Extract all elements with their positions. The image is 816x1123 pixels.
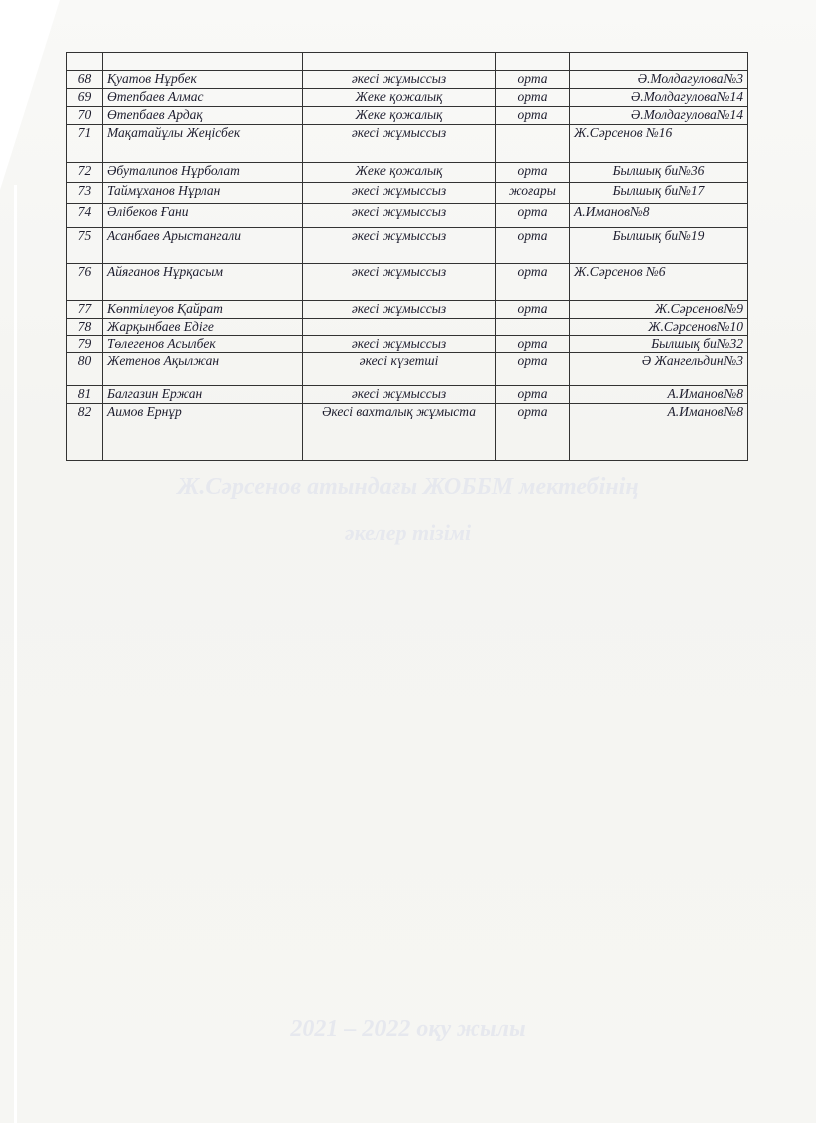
school-name: Былшық би№17 bbox=[570, 183, 748, 204]
row-number: 82 bbox=[67, 404, 103, 461]
father-name: Аимов Ернұр bbox=[103, 404, 303, 461]
father-name: Жетенов Ақылжан bbox=[103, 353, 303, 386]
row-number: 80 bbox=[67, 353, 103, 386]
work-status: әкесі жұмыссыз bbox=[303, 386, 496, 404]
school-name bbox=[570, 53, 748, 71]
work-status bbox=[303, 319, 496, 336]
father-name: Қуатов Нұрбек bbox=[103, 71, 303, 89]
father-name: Өтепбаев Алмас bbox=[103, 89, 303, 107]
work-status: әкесі күзетші bbox=[303, 353, 496, 386]
row-number: 74 bbox=[67, 204, 103, 228]
father-name: Көптілеуов Қайрат bbox=[103, 301, 303, 319]
school-name: Ә.Молдагулова№14 bbox=[570, 89, 748, 107]
table-row bbox=[67, 228, 748, 264]
work-status: әкесі жұмыссыз bbox=[303, 71, 496, 89]
table-row bbox=[67, 336, 748, 353]
school-name: Ә.Молдагулова№14 bbox=[570, 107, 748, 125]
table-row bbox=[67, 404, 748, 461]
table-row bbox=[67, 107, 748, 125]
school-name: Былшық би№32 bbox=[570, 336, 748, 353]
education-level: орта bbox=[496, 228, 570, 264]
school-name: Ж.Сәрсенов №6 bbox=[570, 264, 748, 301]
table-row bbox=[67, 386, 748, 404]
table-row bbox=[67, 353, 748, 386]
table-row bbox=[67, 264, 748, 301]
education-level bbox=[496, 319, 570, 336]
education-level bbox=[496, 53, 570, 71]
father-name: Әбуталипов Нұрболат bbox=[103, 163, 303, 183]
work-status: әкесі жұмыссыз bbox=[303, 125, 496, 163]
row-number: 70 bbox=[67, 107, 103, 125]
father-name: Балгазин Ержан bbox=[103, 386, 303, 404]
table-row bbox=[67, 204, 748, 228]
school-name: Былшық би№19 bbox=[570, 228, 748, 264]
row-number: 79 bbox=[67, 336, 103, 353]
school-name: А.Иманов№8 bbox=[570, 386, 748, 404]
school-name: Ә.Молдагулова№3 bbox=[570, 71, 748, 89]
row-number: 72 bbox=[67, 163, 103, 183]
background-subtitle-line: әкелер тізімі bbox=[344, 520, 472, 545]
work-status: әкесі жұмыссыз bbox=[303, 228, 496, 264]
row-number: 73 bbox=[67, 183, 103, 204]
row-number: 76 bbox=[67, 264, 103, 301]
row-number: 77 bbox=[67, 301, 103, 319]
row-number: 75 bbox=[67, 228, 103, 264]
table-row bbox=[67, 163, 748, 183]
row-number: 81 bbox=[67, 386, 103, 404]
row-number: 69 bbox=[67, 89, 103, 107]
education-level: орта bbox=[496, 301, 570, 319]
row-number: 71 bbox=[67, 125, 103, 163]
father-name: Мақатайұлы Жеңісбек bbox=[103, 125, 303, 163]
table-row bbox=[67, 71, 748, 89]
table-row bbox=[67, 125, 748, 163]
education-level: орта bbox=[496, 71, 570, 89]
father-name: Таймұханов Нұрлан bbox=[103, 183, 303, 204]
father-name: Өтепбаев Ардақ bbox=[103, 107, 303, 125]
work-status: Жеке қожалық bbox=[303, 89, 496, 107]
work-status: әкесі жұмыссыз bbox=[303, 301, 496, 319]
work-status: әкесі жұмыссыз bbox=[303, 264, 496, 301]
parents-list-table bbox=[66, 52, 748, 461]
page-corner-fold bbox=[0, 0, 60, 190]
background-title-line: Ж.Сәрсенов атындағы ЖОББМ мектебінің bbox=[177, 474, 639, 500]
father-name: Жарқынбаев Едіге bbox=[103, 319, 303, 336]
education-level: орта bbox=[496, 336, 570, 353]
work-status: Жеке қожалық bbox=[303, 107, 496, 125]
school-name: Ә Жангельдин№3 bbox=[570, 353, 748, 386]
school-name: А.Иманов№8 bbox=[570, 204, 748, 228]
education-level: орта bbox=[496, 264, 570, 301]
table-row bbox=[67, 89, 748, 107]
table-row bbox=[67, 183, 748, 204]
row-number bbox=[67, 53, 103, 71]
page-edge bbox=[14, 185, 17, 1123]
background-year-line: 2021 – 2022 оқу жылы bbox=[290, 1016, 526, 1042]
education-level: орта bbox=[496, 107, 570, 125]
father-name: Әлібеков Ғани bbox=[103, 204, 303, 228]
row-number: 68 bbox=[67, 71, 103, 89]
education-level: орта bbox=[496, 386, 570, 404]
education-level bbox=[496, 125, 570, 163]
education-level: орта bbox=[496, 204, 570, 228]
table-row bbox=[67, 301, 748, 319]
work-status bbox=[303, 53, 496, 71]
father-name bbox=[103, 53, 303, 71]
school-name: Былшық би№36 bbox=[570, 163, 748, 183]
education-level: орта bbox=[496, 89, 570, 107]
work-status: әкесі жұмыссыз bbox=[303, 336, 496, 353]
work-status: әкесі жұмыссыз bbox=[303, 183, 496, 204]
father-name: Айяганов Нұрқасым bbox=[103, 264, 303, 301]
education-level: орта bbox=[496, 404, 570, 461]
school-name: Ж.Сәрсенов№9 bbox=[570, 301, 748, 319]
education-level: орта bbox=[496, 353, 570, 386]
work-status: Жеке қожалық bbox=[303, 163, 496, 183]
education-level: орта bbox=[496, 163, 570, 183]
father-name: Төлегенов Асылбек bbox=[103, 336, 303, 353]
table-row bbox=[67, 53, 748, 71]
row-number: 78 bbox=[67, 319, 103, 336]
school-name: Ж.Сәрсенов №16 bbox=[570, 125, 748, 163]
education-level: жоғары bbox=[496, 183, 570, 204]
father-name: Асанбаев Арыстангали bbox=[103, 228, 303, 264]
work-status: әкесі жұмыссыз bbox=[303, 204, 496, 228]
table-row bbox=[67, 319, 748, 336]
school-name: Ж.Сәрсенов№10 bbox=[570, 319, 748, 336]
work-status: Әкесі вахталық жұмыста bbox=[303, 404, 496, 461]
school-name: А.Иманов№8 bbox=[570, 404, 748, 461]
